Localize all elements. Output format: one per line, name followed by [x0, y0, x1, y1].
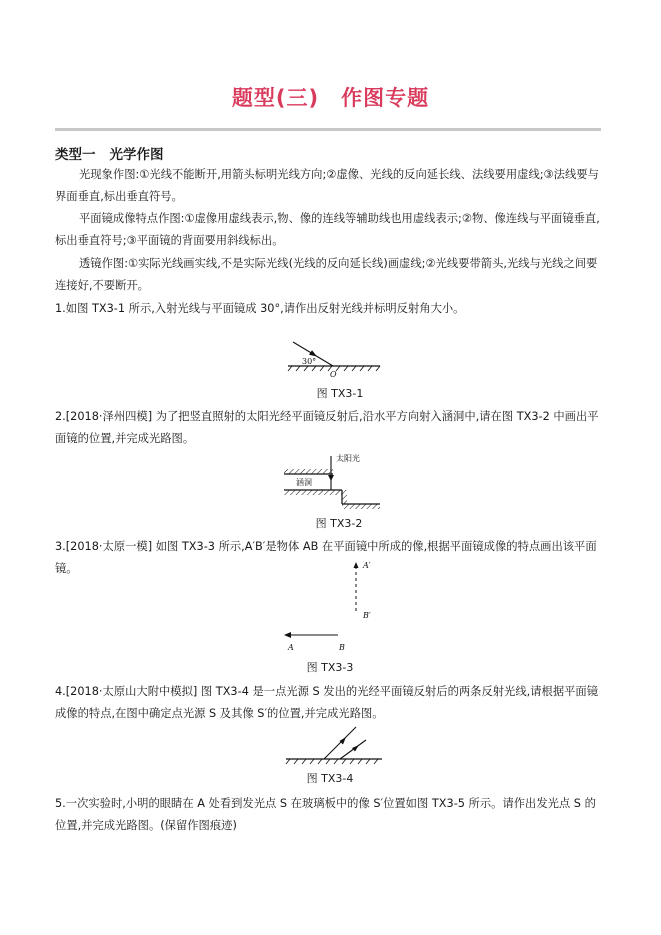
a-prime-label: A′ [363, 561, 371, 570]
title-part2: 作图专题 [341, 86, 430, 110]
angle-label: 30° [302, 357, 317, 366]
rule-paragraph-1: 光现象作图:①光线不能断开,用箭头标明光线方向;②虚像、光线的反向延长线、法线要用虚线;③法线要与界面垂直,标出垂直符号。 [55, 168, 599, 203]
a-label: A [288, 643, 294, 652]
rule-paragraph-2: 平面镜成像特点作图:①虚像用虚线表示,物、像的连线等辅助线也用虚线表示;②物、像连线与平面镜垂直,标出垂直符号;③平面镜的背面要用斜线标出。 [55, 212, 600, 247]
tunnel-label: 涵洞 [296, 478, 312, 487]
section-heading [55, 143, 164, 163]
figure-tx3-2-caption: 图 TX3-2 [315, 517, 363, 530]
rule-paragraph-3: 透镜作图:①实际光线画实线,不是实际光线(光线的反向延长线)画虚线;②光线要带箭头,光线与光线之间要连接好,不要断开。 [55, 257, 598, 292]
question-5: 5.一次实验时,小明的眼睛在 A 处看到发光点 S 在玻璃板中的像 S′位置如图 TX3-5 所示。请作出发光点 S 的位置,并完成光路图。(保留作图痕迹) [55, 797, 596, 832]
figure-tx3-1-caption: 图 TX3-1 [316, 387, 364, 400]
question-3: 3.[2018·太原一模] 如图 TX3-3 所示,A′B′是物体 AB 在平面镜中所成的像,根据平面镜成像的特点画出该平面镜。 [55, 540, 597, 575]
b-label: B [339, 643, 345, 652]
question-1: 1.如图 TX3-1 所示,入射光线与平面镜成 30°,请作出反射光线并标明反射角大小。 [55, 302, 465, 315]
question-2: 2.[2018·泽州四模] 为了把竖直照射的太阳光经平面镜反射后,沿水平方向射入涵洞中,请在图 TX3-2 中画出平面镜的位置,并完成光路图。 [55, 410, 599, 445]
figure-tx3-2 [284, 450, 384, 510]
figure-tx3-3 [280, 556, 390, 656]
figure-tx3-1 [280, 330, 390, 380]
title-part1: 题型(三) [231, 86, 320, 110]
section-name: 光学作图 [109, 147, 164, 163]
point-o-label: O [330, 370, 337, 379]
sun-label: 太阳光 [336, 454, 360, 463]
figure-tx3-3-caption: 图 TX3-3 [306, 661, 354, 674]
page-title [0, 82, 661, 112]
title-divider [55, 128, 601, 131]
figure-tx3-4-caption: 图 TX3-4 [306, 772, 354, 785]
section-label: 类型一 [55, 147, 96, 163]
b-prime-label: B′ [363, 611, 371, 620]
question-4: 4.[2018·太原山大附中模拟] 图 TX3-4 是一点光源 S 发出的光经平面镜反射后的两条反射光线,请根据平面镜成像的特点,在图中确定点光源 S 及其像 S′的位置,并完成光路图。 [55, 685, 599, 720]
figure-tx3-4 [280, 720, 390, 770]
